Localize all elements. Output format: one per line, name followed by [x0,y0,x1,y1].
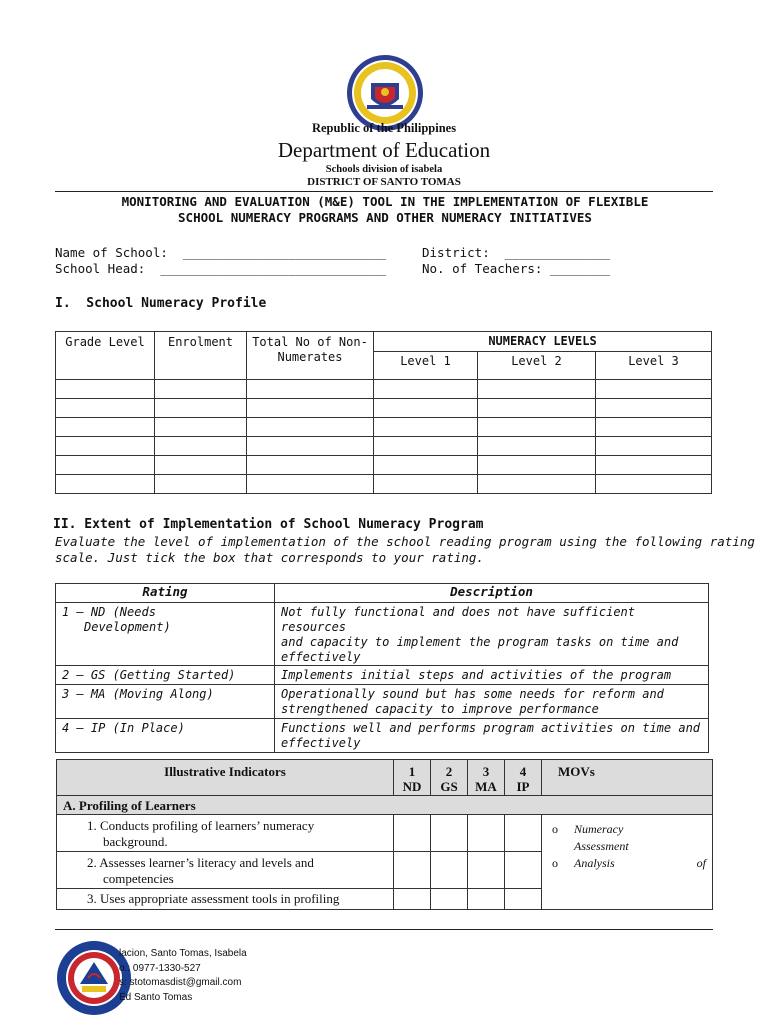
tick-box[interactable] [505,815,542,852]
rating-desc: and capacity to implement the program tasks on time and [281,635,679,649]
mov-item [552,856,706,871]
rating-row [56,666,709,685]
rating-desc: effectively [281,650,361,664]
col-ip-num: 4 [519,764,527,779]
col-ma-code: MA [475,779,497,794]
rating-scale-table [55,583,709,753]
district-label: DISTRICT OF SANTO TOMAS [307,176,461,188]
mov-text-trail: of [696,856,706,870]
rating-label: 2 – GS (Getting Started) [56,666,275,685]
grade-level-header: Grade Level [56,332,155,380]
rating-desc: Functions well and performs program activities on time and [281,721,701,735]
level3-header: Level 3 [596,352,712,380]
rating-label-cont: Development) [84,620,171,634]
table-row [56,437,712,456]
numeracy-profile-table [55,331,712,494]
rating-desc: effectively [281,736,361,750]
rating-label: 3 – MA (Moving Along) [56,685,275,719]
col-gs-header [431,760,468,796]
col-ip-code: IP [516,779,530,794]
level1-header: Level 1 [374,352,478,380]
indicator-text: 1. Conducts profiling of learners’ numeracy [87,818,315,833]
tick-box[interactable] [394,815,431,852]
tick-box[interactable] [394,889,431,910]
col-nd-header [394,760,431,796]
rating-label: 4 – IP (In Place) [56,719,275,753]
rating-desc: strengthened capacity to improve performance [281,702,599,716]
instruction-line1: Evaluate the level of implementation of the school reading program using the following rating [55,534,755,549]
non-numerates-header-line1: Total No of Non- [252,335,368,349]
level2-header: Level 2 [478,352,596,380]
table-row [56,380,712,399]
tick-box[interactable] [431,889,468,910]
indicators-header: Illustrative Indicators [57,760,394,796]
tick-box[interactable] [431,815,468,852]
indicator-row [57,815,713,852]
section2-title: II. Extent of Implementation of School Numeracy Program [53,517,484,532]
rating-desc: Implements initial steps and activities of the program [275,666,709,685]
teachers-field[interactable]: No. of Teachers: ________ [422,261,611,276]
form-title-line1: MONITORING AND EVALUATION (M&E) TOOL IN THE IMPLEMENTATION OF FLEXIBLE [121,194,649,209]
numeracy-levels-header: NUMERACY LEVELS [374,332,712,352]
header-divider [55,191,713,192]
tick-box[interactable] [505,889,542,910]
tick-box[interactable] [468,889,505,910]
mov-text-cont: Assessment [574,839,629,853]
rating-label: 1 – ND (Needs [62,605,156,619]
col-nd-code: ND [402,779,422,794]
mov-text: Analysis [574,856,615,870]
indicator-text-cont: background. [103,834,168,849]
col-nd-num: 1 [408,764,416,779]
section1-title: I. School Numeracy Profile [55,296,267,311]
rating-desc: Not fully functional and does not have sufficient resources [281,605,636,634]
rating-row [56,603,709,666]
footer-divider [55,929,713,930]
indicator-text: 3. Uses appropriate assessment tools in profiling [57,889,394,910]
col-gs-code: GS [440,779,458,794]
bullet-icon: o [552,822,558,836]
table-row [56,399,712,418]
table-row [56,475,712,494]
indicator-text-cont: competencies [103,871,174,886]
form-title-line2: SCHOOL NUMERACY PROGRAMS AND OTHER NUMERACY INITIATIVES [178,210,592,225]
table-row [56,456,712,475]
enrolment-header: Enrolment [155,332,247,380]
mov-text: Numeracy [574,822,624,836]
tick-box[interactable] [505,852,542,889]
footer-address: lacion, Santo Tomas, Isabela [119,948,247,959]
non-numerates-header-line2: Numerates [277,350,343,364]
description-header: Description [275,584,709,603]
bullet-icon: o [552,856,558,870]
rating-row [56,719,709,753]
district-field[interactable]: District: ______________ [422,245,611,260]
school-head-field[interactable]: School Head: ______________________________ [55,261,387,276]
section-a-label: A. Profiling of Learners [57,796,713,815]
division-label: Schools division of isabela [325,164,443,175]
school-name-field[interactable]: Name of School: ___________________________ [55,245,387,260]
tick-box[interactable] [394,852,431,889]
mov-item [552,822,706,837]
republic-label: Republic of the Philippines [311,121,457,135]
col-gs-num: 2 [445,764,453,779]
tick-box[interactable] [431,852,468,889]
col-ma-header [468,760,505,796]
footer-email: s: stotomasdist@gmail.com [119,977,242,988]
col-ip-header [505,760,542,796]
footer-page: Ed Santo Tomas [119,991,193,1003]
tick-box[interactable] [468,815,505,852]
instruction-line2: scale. Just tick the box that corresponds to your rating. [55,550,484,565]
rating-row [56,685,709,719]
col-ma-num: 3 [482,764,490,779]
department-title: Department of Education [277,138,491,162]
rating-header: Rating [56,584,275,603]
movs-header: MOVs [542,760,713,796]
tick-box[interactable] [468,852,505,889]
table-row [56,418,712,437]
non-numerates-header [247,332,374,380]
footer-phone: o.: 0977-1330-527 [119,962,201,974]
indicators-table [56,759,713,910]
movs-cell [542,815,713,910]
rating-desc: Operationally sound but has some needs for reform and [281,687,664,701]
indicator-text: 2. Assesses learner’s literacy and levels and [87,855,314,870]
